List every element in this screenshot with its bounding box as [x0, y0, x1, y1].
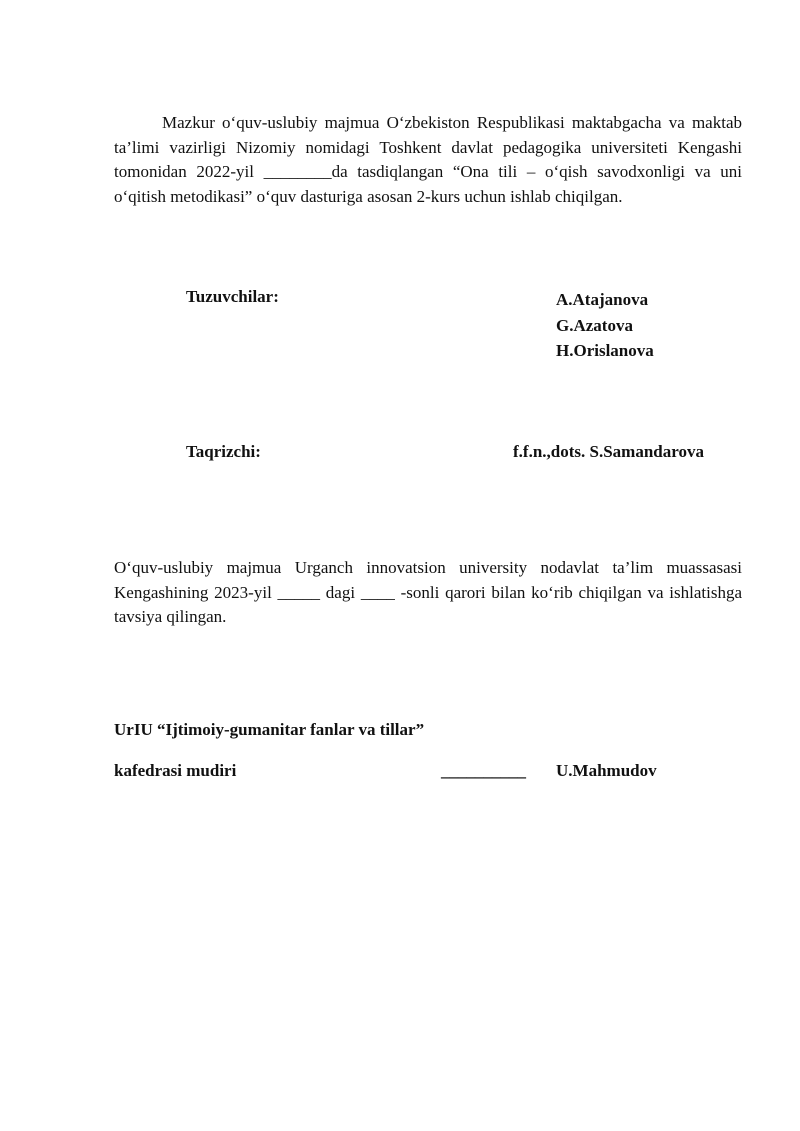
authors-label: Tuzuvchilar: [186, 287, 279, 306]
intro-paragraph: Mazkur o‘quv-uslubiy majmua O‘zbekiston Respublikasi maktabgacha va maktab ta’limi vazirligi Nizomiy nomidagi Toshkent davlat pedagogika universiteti Kengashi tomonidan 2022-yil ________da tasdiqlangan “Ona tili – o‘qish savodxonligi va uni o‘qitish metodikasi” o‘quv dasturiga asosan 2-kurs uchun ishlab chiqilgan. [114, 113, 742, 206]
authors-list [556, 287, 654, 364]
signature-line: __________ [441, 761, 526, 780]
department-head-name: U.Mahmudov [556, 761, 657, 780]
author-name: H.Orislanova [556, 341, 654, 360]
reviewer-name: f.f.n.,dots. S.Samandarova [513, 442, 704, 461]
reviewer-label: Taqrizchi: [186, 442, 261, 461]
department-title: UrIU “Ijtimoiy-gumanitar fanlar va tillar” [114, 720, 425, 739]
department-head-title: kafedrasi mudiri [114, 761, 237, 780]
author-name: G.Azatova [556, 315, 633, 335]
author-name: A.Atajanova [556, 290, 649, 309]
approval-paragraph: O‘quv-uslubiy majmua Urganch innovatsion university nodavlat ta’lim muassasasi Kengashining 2023-yil _____ dagi ____ -sonli qarori bilan ko‘rib chiqilgan va ishlatishga tavsiya qilingan. [114, 558, 742, 626]
